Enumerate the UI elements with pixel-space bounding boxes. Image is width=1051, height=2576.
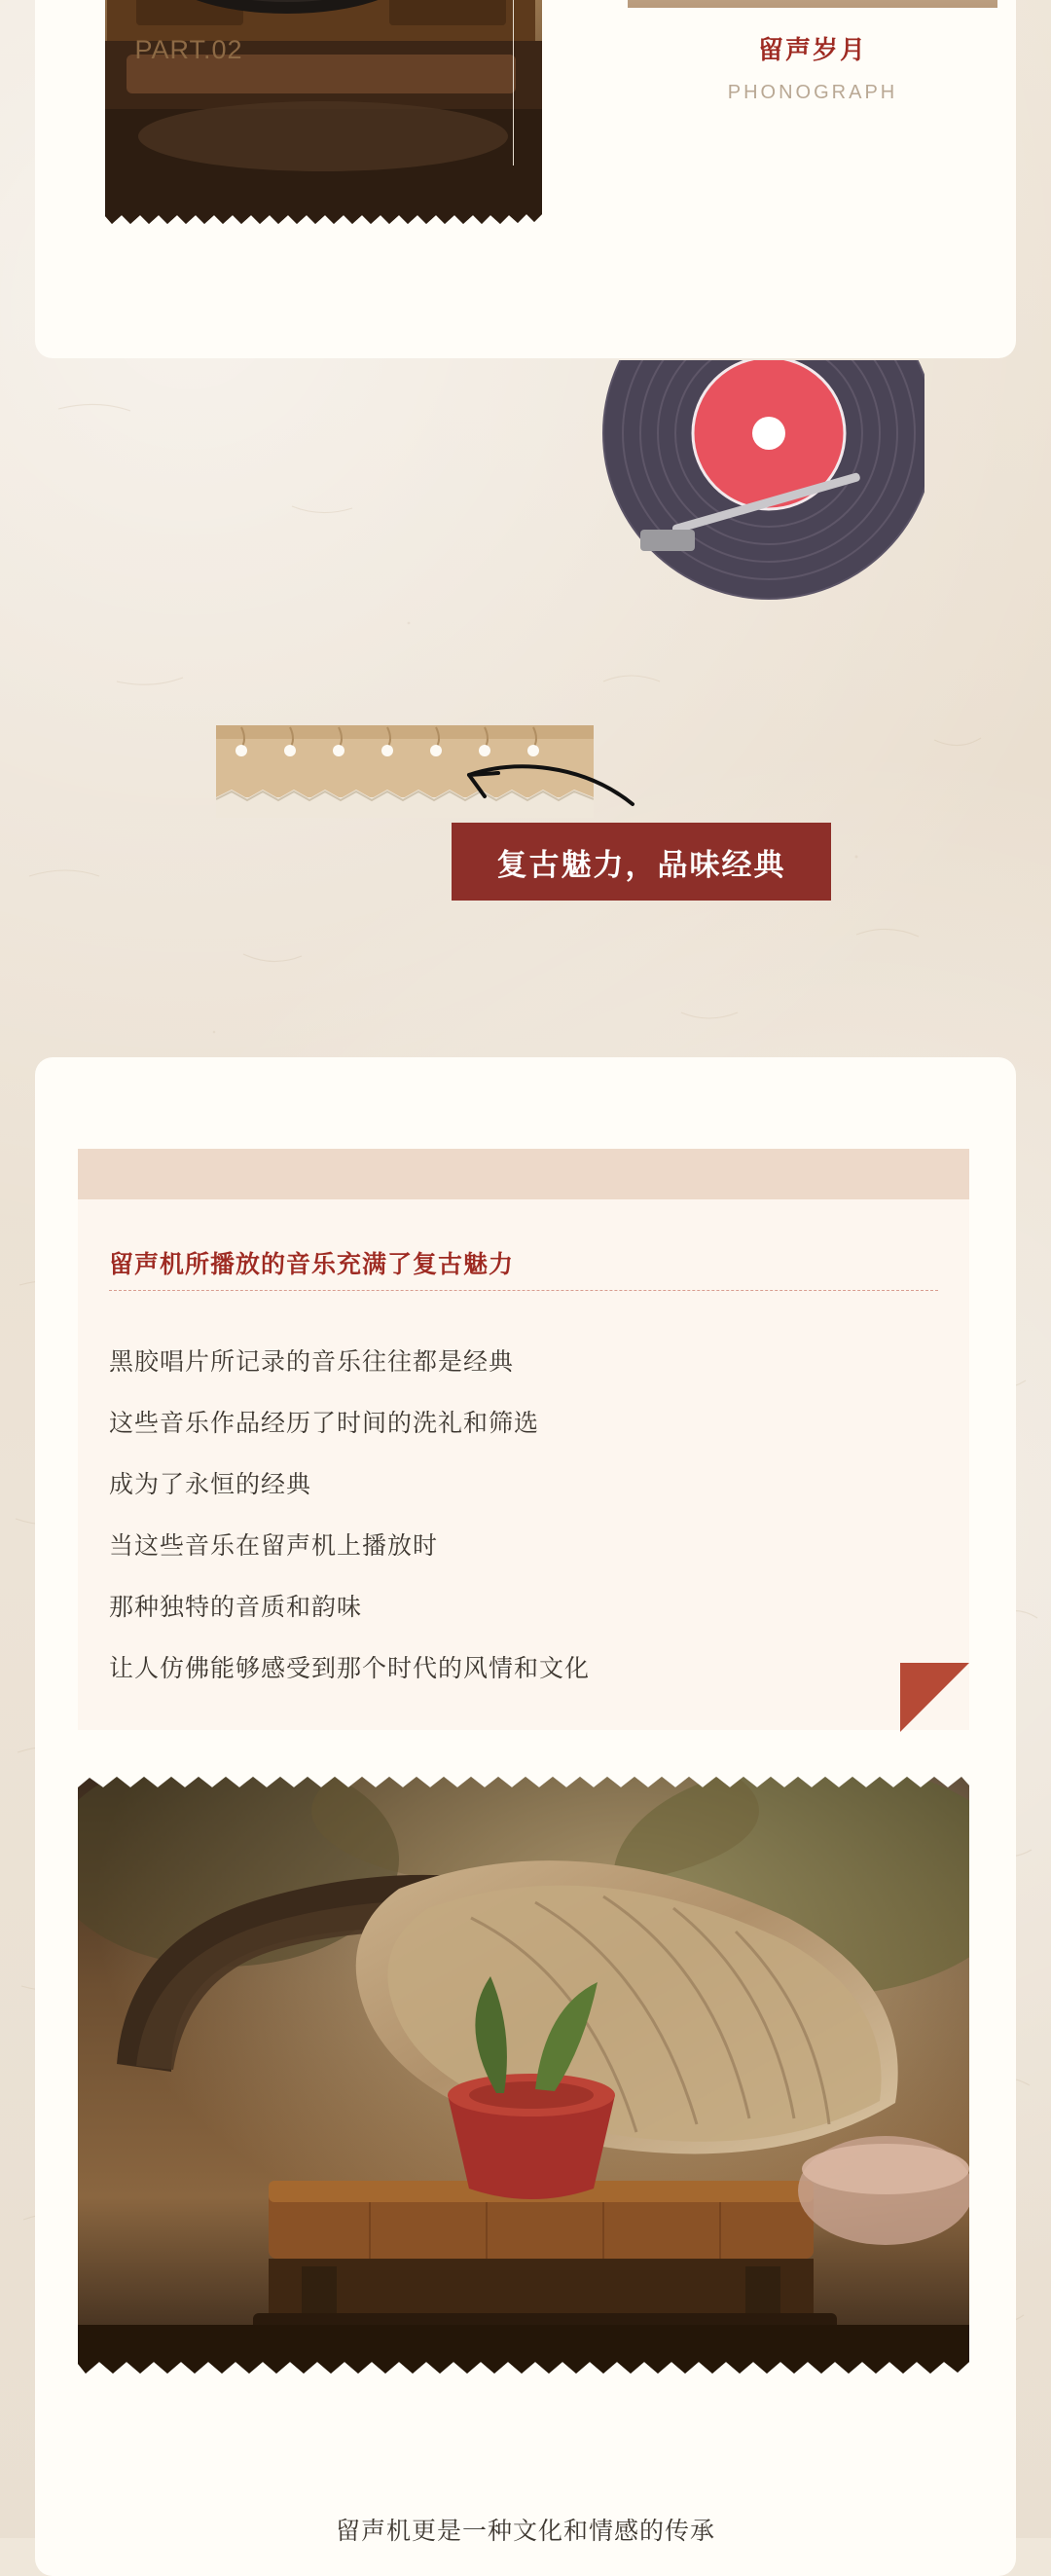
body-line: 黑胶唱片所记录的音乐往往都是经典 — [109, 1348, 515, 1376]
section-top-bar — [78, 1149, 969, 1199]
phono-subtitle: PHONOGRAPH — [727, 82, 898, 103]
heading-divider — [109, 1290, 938, 1291]
body-line: 当这些音乐在留声机上播放时 — [109, 1532, 439, 1560]
curved-arrow-icon — [455, 757, 650, 826]
bottom-photo — [78, 1772, 969, 2380]
phono-banner — [628, 0, 997, 8]
phono-title: 留声岁月 — [757, 35, 867, 64]
top-divider — [513, 0, 514, 166]
body-line: 让人仿佛能够感受到那个时代的风情和文化 — [109, 1655, 591, 1682]
section-heading: 留声机所播放的音乐充满了复古魅力 — [109, 1251, 515, 1278]
corner-accent-triangle — [900, 1663, 969, 1732]
part-banner-label: 复古魅力，品味经典 — [496, 847, 786, 882]
body-text — [109, 1332, 926, 1700]
bottom-caption: 留声机更是一种文化和情感的传承 — [335, 2518, 715, 2545]
part-banner — [452, 823, 831, 901]
body-line: 这些音乐作品经历了时间的洗礼和筛选 — [109, 1410, 540, 1437]
body-line: 那种独特的音质和韵味 — [109, 1594, 363, 1621]
body-line: 成为了永恒的经典 — [109, 1471, 312, 1498]
vinyl-record-icon — [555, 360, 924, 613]
part-tag-label: PART.02 — [134, 35, 243, 64]
